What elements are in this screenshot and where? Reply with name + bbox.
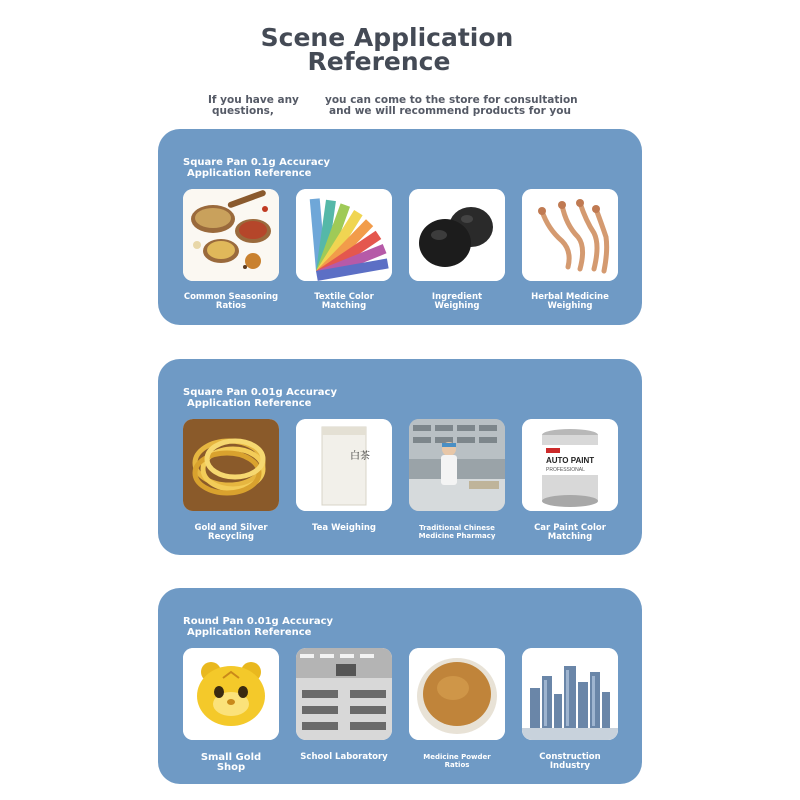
caption-line1: Construction (539, 752, 601, 762)
dried-seahorse-image (522, 189, 618, 281)
caption-line2: Medicine Pharmacy (418, 532, 496, 540)
caption-line1: Gold and Silver (194, 523, 268, 533)
caption-line2: Shop (216, 762, 246, 773)
pharmacy-image (409, 419, 505, 511)
caption-line2: Ratios (215, 301, 247, 311)
panel-title-line2: Application Reference (187, 398, 312, 409)
caption-construction-industry (515, 753, 625, 771)
subtitle-left-line2: questions, (212, 105, 274, 117)
caption-ingredient-weighing (402, 293, 512, 311)
caption-medicine-powder (402, 753, 512, 769)
caption-line2: Weighing (547, 301, 593, 311)
caption-line1: Car Paint Color (534, 523, 606, 533)
panel-square-pan-01g (158, 129, 642, 325)
caption-tcm-pharmacy (402, 524, 512, 540)
subtitle-right-line2: and we will recommend products for you (329, 105, 571, 117)
subtitle-right-line1: you can come to the store for consultation (325, 94, 578, 106)
panel-title (183, 616, 333, 638)
caption-line2: Matching (321, 301, 367, 311)
tea-package-text: 白茶 (350, 451, 370, 462)
caption-line2: Weighing (434, 301, 480, 311)
caption-line1: Medicine Powder (423, 753, 491, 761)
caption-gold-silver (176, 524, 286, 542)
panel-title (183, 387, 337, 409)
caption-small-gold-shop (176, 753, 286, 773)
caption-line1: School Laboratory (300, 752, 388, 762)
caption-line1: Textile Color (314, 292, 374, 302)
panel-title-line1: Square Pan 0.1g Accuracy (183, 157, 331, 168)
subtitle-left (208, 95, 299, 117)
tea-package-image (296, 419, 392, 511)
caption-line1: Herbal Medicine (531, 292, 609, 302)
panel-title-line2: Application Reference (187, 168, 312, 179)
seasoning-spoons-image (183, 189, 279, 281)
laboratory-image (296, 648, 392, 740)
caption-car-paint (515, 524, 625, 542)
caption-line1: Traditional Chinese (419, 524, 495, 532)
panel-round-pan-001g (158, 588, 642, 784)
color-swatch-fan-image (296, 189, 392, 281)
paint-can-image (522, 419, 618, 511)
panel-title-line1: Round Pan 0.01g Accuracy (183, 616, 334, 627)
caption-line2: Matching (547, 532, 593, 542)
caption-tea-weighing (289, 524, 399, 533)
black-truffle-image (409, 189, 505, 281)
page-title (0, 23, 800, 76)
caption-line2: Recycling (208, 532, 254, 542)
caption-line1: Small Gold (200, 752, 262, 763)
panel-title-line2: Application Reference (187, 627, 312, 638)
gold-tiger-charm-image (183, 648, 279, 740)
caption-line2: Industry (549, 761, 591, 771)
subtitle-right (325, 95, 578, 117)
panel-title (183, 157, 330, 179)
paint-can-subtext: PROFESSIONAL (546, 467, 585, 473)
caption-common-seasoning (176, 293, 286, 311)
caption-line1: Tea Weighing (311, 523, 377, 533)
page-title-line1: Scene Application (260, 23, 514, 52)
page-title-line2: Reference (307, 47, 451, 76)
caption-line2: Ratios (444, 761, 470, 769)
panel-square-pan-001g (158, 359, 642, 555)
powder-bowl-image (409, 648, 505, 740)
caption-school-laboratory (289, 753, 399, 762)
caption-line1: Ingredient (431, 292, 483, 302)
city-skyline-image (522, 648, 618, 740)
gold-bangles-image (183, 419, 279, 511)
subtitle-left-line1: If you have any (208, 94, 299, 106)
panel-title-line1: Square Pan 0.01g Accuracy (183, 387, 337, 398)
caption-line1: Common Seasoning (183, 292, 279, 302)
caption-herbal-medicine (515, 293, 625, 311)
caption-textile-color (289, 293, 399, 311)
paint-can-text: AUTO PAINT (546, 456, 595, 465)
